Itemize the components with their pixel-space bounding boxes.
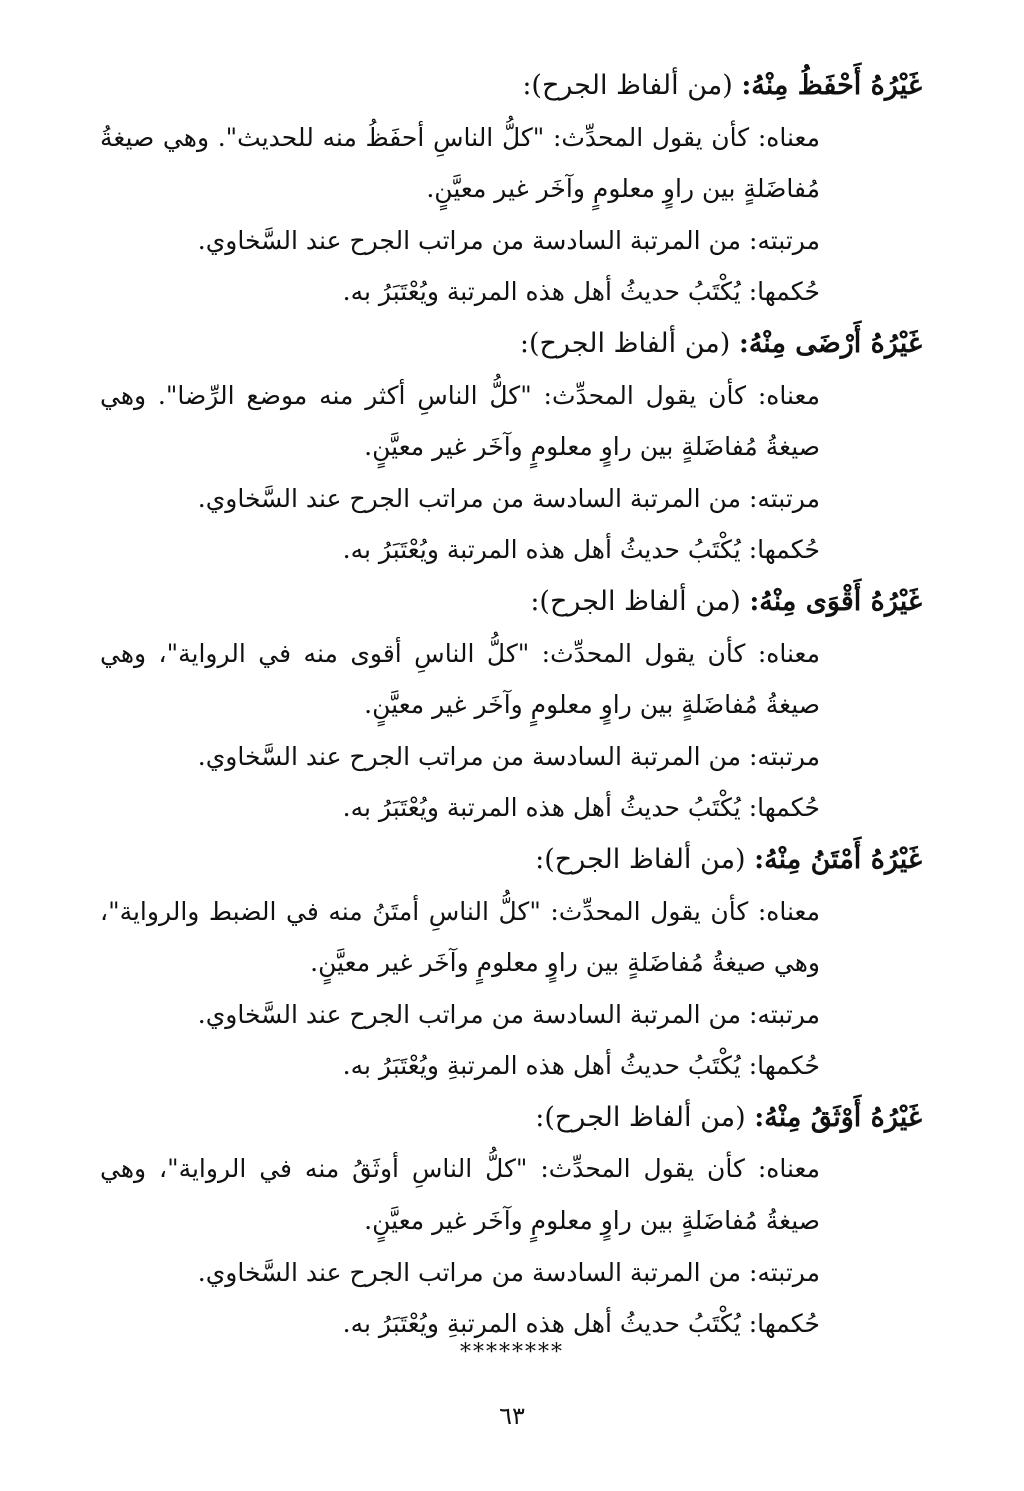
ruling-label: حُكمها: [748,1051,820,1081]
rank-label: مرتبته: [748,741,820,771]
page-number: ٦٣ [499,1402,525,1430]
meaning-label: معناه: [757,638,820,668]
entry-term: غَيْرُهُ أَمْتَنُ مِنْهُ: [754,843,922,875]
ruling-label: حُكمها: [748,535,820,565]
entry-meaning [100,112,820,215]
entry-heading [100,834,922,886]
glossary-entry [100,576,922,834]
ruling-label: حُكمها: [748,793,820,823]
rank-label: مرتبته: [748,483,820,513]
meaning-text: كأن يقول المحدِّث: "كلُّ الناسِ أمتَنُ منه في الضبط والرواية"، وهي صيغةُ مُفاضَلةٍ بين راوٍ معلومٍ وآخَر غير معيَّنٍ. [100,896,820,978]
entry-meaning [100,628,820,731]
ruling-text: يُكْتَبُ حديثُ أهل هذه المرتبة ويُعْتَبَرُ به. [342,535,741,565]
rank-label: مرتبته: [748,225,820,255]
entry-heading [100,60,922,112]
entry-category: (من ألفاظ الجرح): [530,585,741,617]
entry-term: غَيْرُهُ أَرْضَى مِنْهُ: [738,327,922,359]
entry-rank [100,215,820,267]
meaning-text: كأن يقول المحدِّث: "كلُّ الناسِ أوثَقُ منه في الرواية"، وهي صيغةُ مُفاضَلةٍ بين راوٍ معلومٍ وآخَر غير معيَّنٍ. [100,1154,820,1236]
entry-category: (من ألفاظ الجرح): [522,70,733,101]
ruling-text: يُكْتَبُ حديثُ أهل هذه المرتبة ويُعْتَبَرُ به. [342,793,741,823]
entry-term: غَيْرُهُ أَوْثَقُ مِنْهُ: [754,1101,922,1133]
ruling-label: حُكمها: [748,1309,820,1339]
rank-text: من المرتبة السادسة من مراتب الجرح عند السَّخاوي. [197,1257,741,1287]
ruling-label: حُكمها: [748,277,820,307]
entry-rank [100,989,820,1041]
entry-ruling [100,266,820,318]
meaning-label: معناه: [757,380,820,410]
entry-category: (من ألفاظ الجرح): [535,1101,746,1133]
entry-term: غَيْرُهُ أَقْوَى مِنْهُ: [749,585,922,617]
entry-heading [100,1092,922,1144]
ruling-text: يُكْتَبُ حديثُ أهل هذه المرتبة ويُعْتَبَرُ به. [342,277,741,307]
entry-category: (من ألفاظ الجرح): [519,327,731,359]
entry-heading [100,576,922,628]
entry-term: غَيْرُهُ أَحْفَظُ مِنْهُ: [741,70,922,101]
entry-ruling [100,1040,820,1092]
meaning-text: كأن يقول المحدِّث: "كلُّ الناسِ أحفَظُ منه للحديث". وهي صيغةُ مُفاضَلةٍ بين راوٍ معلومٍ وآخَر غير معيَّنٍ. [100,122,820,204]
rank-label: مرتبته: [748,1257,820,1287]
entry-ruling [100,524,820,576]
entry-ruling [100,782,820,834]
rank-text: من المرتبة السادسة من مراتب الجرح عند السَّخاوي. [197,225,741,255]
meaning-label: معناه: [757,896,820,926]
glossary-entry [100,1092,922,1350]
rank-text: من المرتبة السادسة من مراتب الجرح عند السَّخاوي. [197,999,741,1029]
glossary-entry [100,60,922,318]
meaning-text: كأن يقول المحدِّث: "كلُّ الناسِ أكثر منه موضع الرِّضا". وهي صيغةُ مُفاضَلةٍ بين راوٍ معلومٍ وآخَر غير معيَّنٍ. [100,380,820,462]
section-separator: ******** [460,1340,564,1365]
glossary-entry [100,834,922,1092]
entry-rank [100,1247,820,1299]
entry-meaning [100,1143,820,1246]
rank-text: من المرتبة السادسة من مراتب الجرح عند السَّخاوي. [197,483,741,513]
ruling-text: يُكْتَبُ حديثُ أهل هذه المرتبةِ ويُعْتَبَرُ به. [342,1051,741,1081]
entry-rank [100,731,820,783]
meaning-label: معناه: [757,1154,820,1184]
entry-rank [100,473,820,525]
entry-heading [100,318,922,370]
rank-text: من المرتبة السادسة من مراتب الجرح عند السَّخاوي. [197,741,741,771]
entry-meaning [100,886,820,989]
ruling-text: يُكْتَبُ حديثُ أهل هذه المرتبةِ ويُعْتَبَرُ به. [342,1309,741,1339]
rank-label: مرتبته: [748,999,820,1029]
entry-meaning [100,370,820,473]
meaning-label: معناه: [757,122,820,152]
page-content [100,60,922,1390]
entry-category: (من ألفاظ الجرح): [535,843,746,875]
meaning-text: كأن يقول المحدِّث: "كلُّ الناسِ أقوى منه في الرواية"، وهي صيغةُ مُفاضَلةٍ بين راوٍ معلومٍ وآخَر غير معيَّنٍ. [100,638,820,720]
glossary-entry [100,318,922,576]
